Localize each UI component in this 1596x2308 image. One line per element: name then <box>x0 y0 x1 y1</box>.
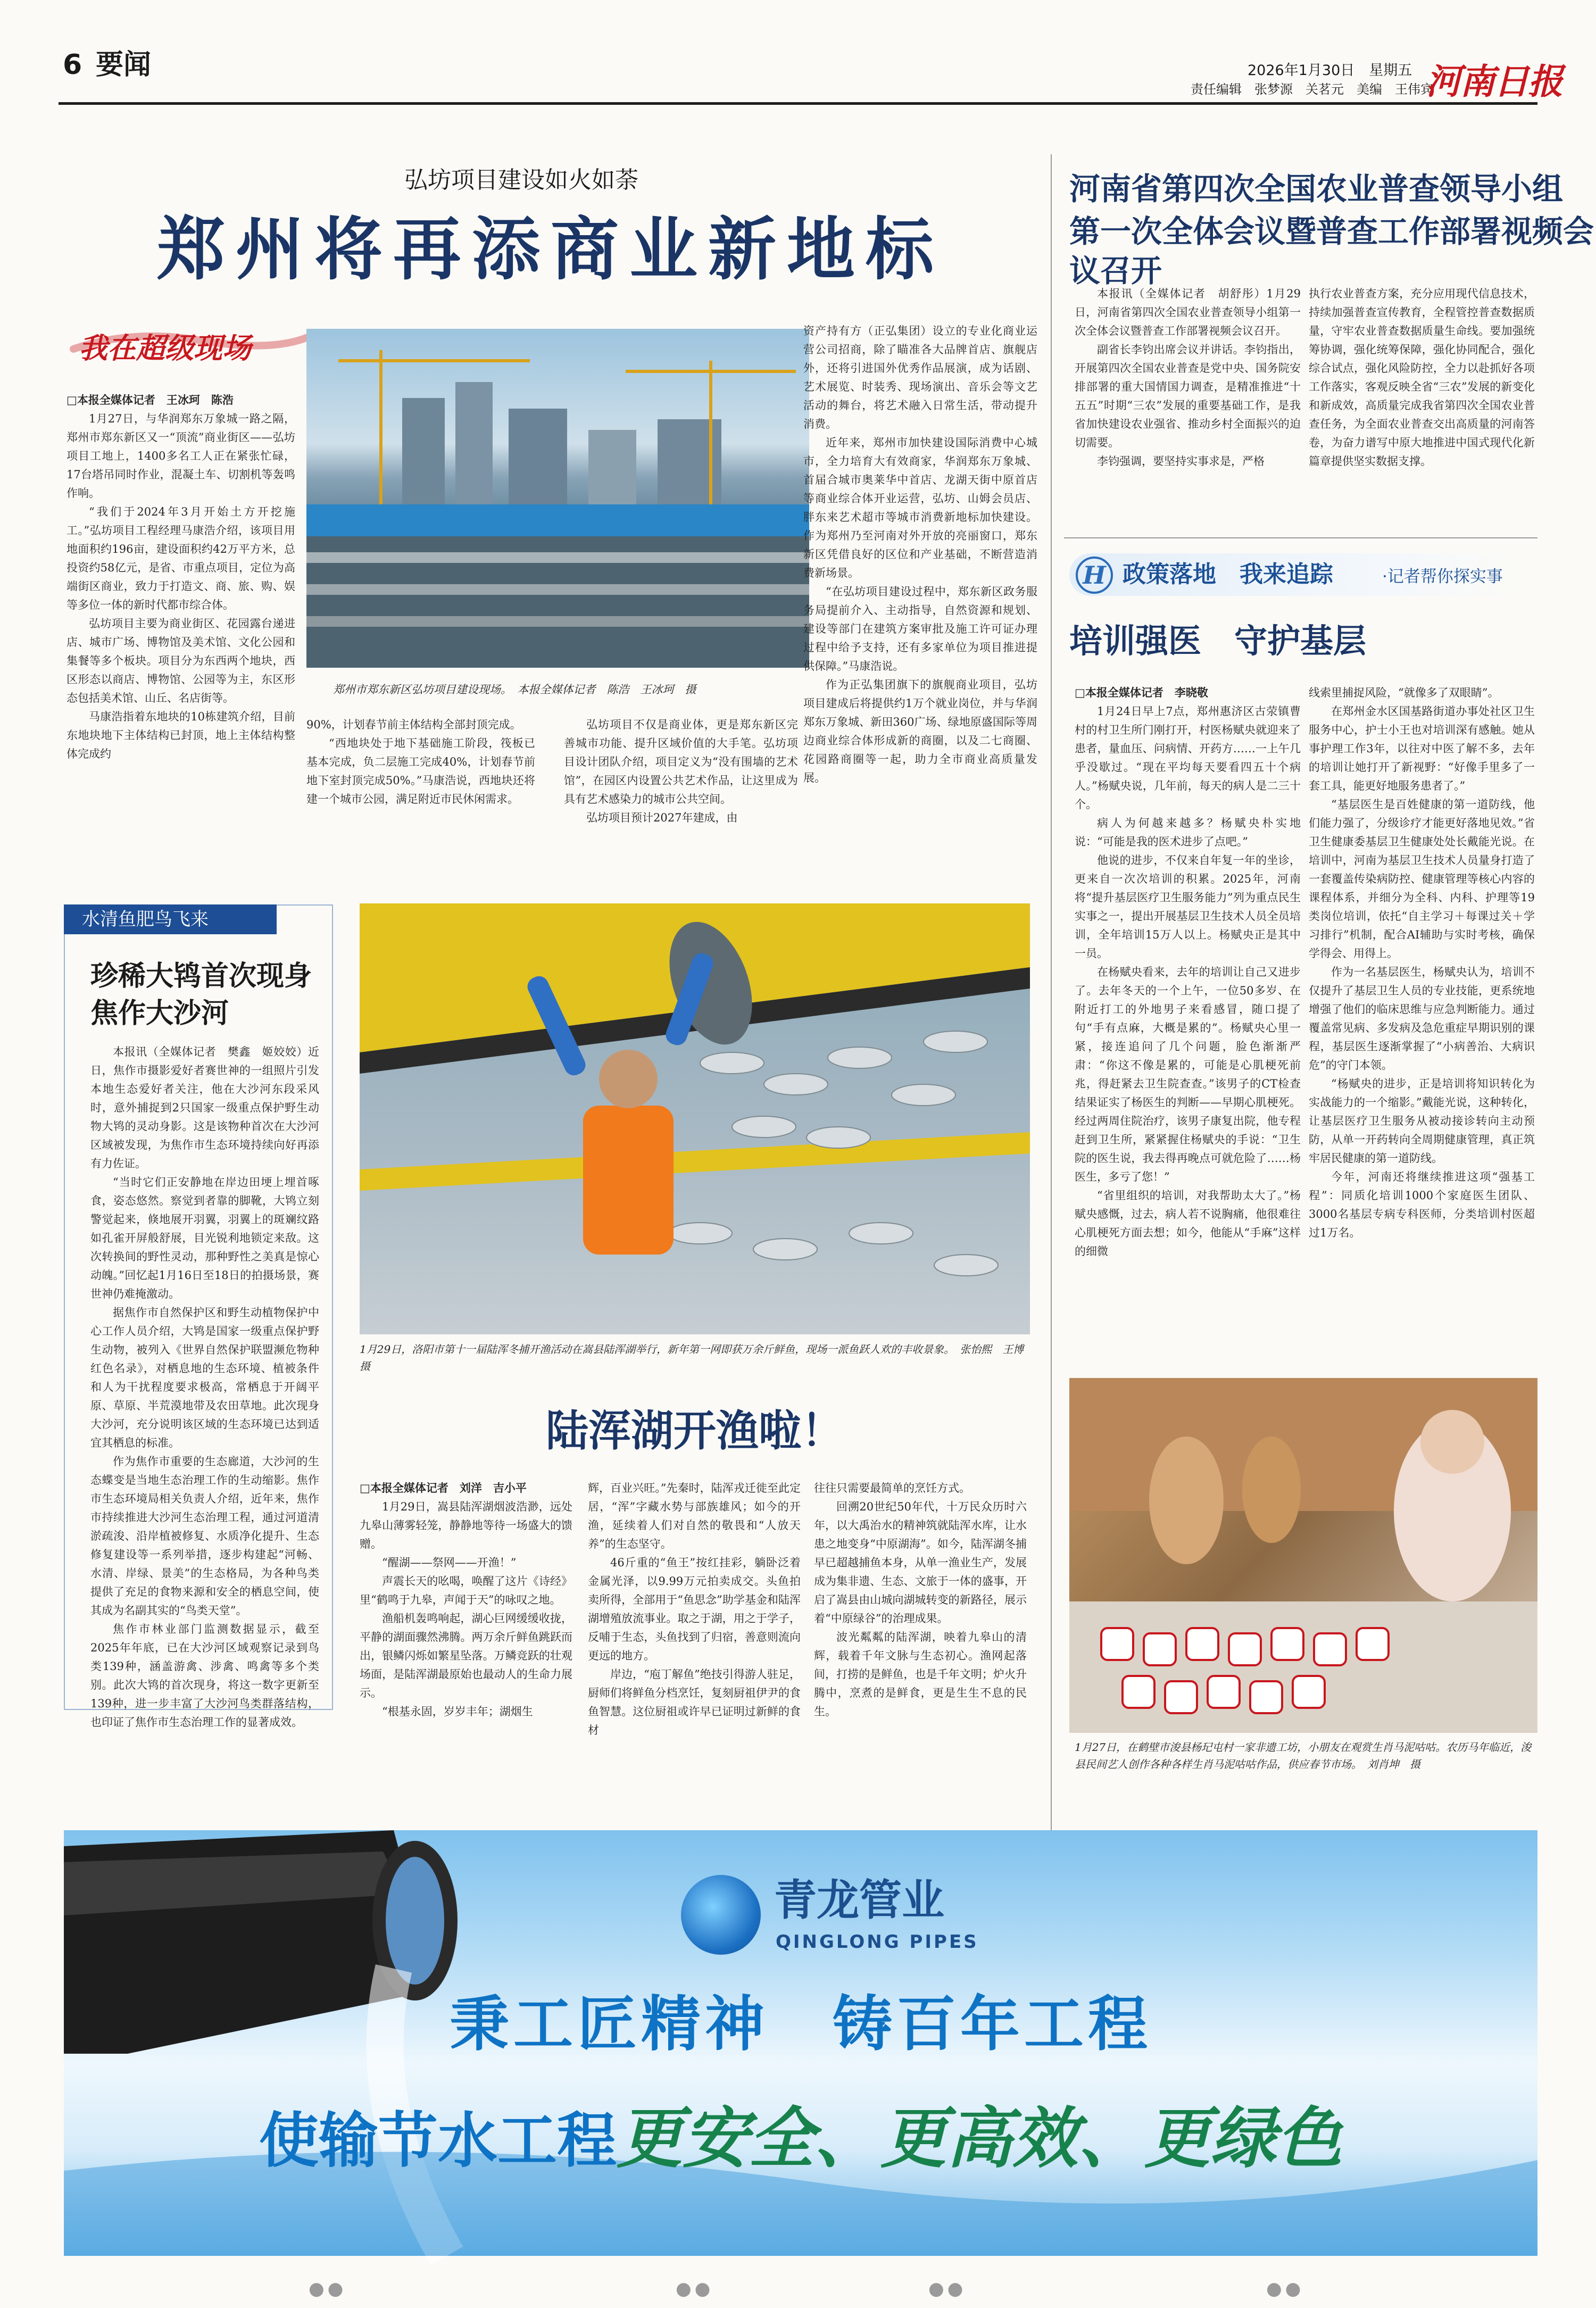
policy-banner <box>1069 553 1527 596</box>
header-rule <box>59 102 1537 105</box>
policy-byline: □本报全媒体记者 李晓敬 <box>1075 686 1208 699</box>
fishing-col3-p2: 回溯20世纪50年代，十万民众历时六年，以大禹治水的精神筑就陆浑水库，让水患之地变身“中原湖海”。如今，陆浑湖冬捕早已超越捕鱼本身，从单一渔业生产，发展成为集非遗、生态、文旅于一体的盛事，开启了嵩县由山城向湖城转变的新路径，展示着“中原绿谷”的治理成果。 <box>814 1500 1027 1625</box>
bird-p4: 作为焦作市重要的生态廊道，大沙河的生态蝶变是当地生态治理工作的生动缩影。焦作市生态环境局相关负责人介绍，近年来，焦作市持续推进大沙河生态治理工程，通过河道清淤疏浚、沿岸植被修复、水质净化提升、生态修复建设等一系列举措，逐步构建起“河畅、水清、岸绿、景美”的生态格局，为各种鸟类提供了充足的食物来源和安全的栖息空间，使其成为名副其实的“鸟类天堂”。 <box>90 1455 319 1617</box>
clay-horse-illustration <box>1069 1378 1537 1733</box>
section-title: 要闻 <box>96 48 152 81</box>
construction-photo <box>306 329 809 668</box>
fishing-col1-p5: “根基永固，岁岁丰年；湖烟生 <box>382 1705 533 1718</box>
bird-story-body <box>90 1043 319 1729</box>
fishing-col3-p1: 往往只需要最简单的烹饪方式。 <box>814 1482 970 1495</box>
lead-column-2 <box>306 716 535 870</box>
clay-horse-photo <box>1069 1378 1537 1733</box>
fishing-col2-p2: 46斤重的“鱼王”按红挂彩，躺卧泛着金属光泽，以9.99万元拍卖成交。头鱼拍卖所得，全部用于“鱼思念”助学基金和陆浑湖增殖放流事业。取之于湖，用之于学子，反哺于生态，头鱼找到了归宿，善意则流向更远的地方。 <box>588 1556 801 1662</box>
page-number: 6 <box>63 49 82 81</box>
agri-column-1 <box>1075 285 1301 535</box>
qinglong-ad <box>64 1830 1537 2256</box>
fishing-col2-p3: 岸边，“庖丁解鱼”绝技引得游人驻足，厨师们将鲜鱼分档烹饪，复刻厨祖伊尹的食鱼智慧。这位厨祖或许早已证明过新鲜的食材 <box>588 1668 801 1737</box>
fishing-column-1 <box>360 1479 572 1718</box>
policy-col1-p2: 病人为何越来越多？杨赋央朴实地说：“可能是我的医术进步了点吧。” <box>1075 817 1301 848</box>
ad-slogan-2-emphasis: 更安全、更高效、更绿色 <box>616 2100 1342 2177</box>
fishing-col1-p1: 1月29日，嵩县陆浑湖烟波浩渺，远处九皋山薄雾轻笼，静静地等待一场盛大的馈赠。 <box>360 1500 572 1550</box>
lead-col3-p2: 弘坊项目预计2027年建成，由 <box>586 811 738 824</box>
issue-date: 2026年1月30日 星期五 <box>1248 62 1412 79</box>
fishing-col1-p3: 声震长天的吆喝，唤醒了这片《诗经》里“鹤鸣于九皋，声闻于天”的咏叹之地。 <box>360 1575 572 1606</box>
lead-col2-p2: “西地块处于地下基础施工阶段，筏板已基本完成，负二层施工完成40%，计划春节前地下室封顶完成50%。”马康浩说，西地块还将建一个城市公园，满足附近市民休闲需求。 <box>306 737 535 806</box>
lead-col4-p3: “在弘坊项目建设过程中，郑东新区政务服务局提前介入、主动指导，自然资源和规划、建设等部门在建筑方案审批及施工许可证办理过程中给予支持，还有多家单位为项目推进提供保障。”马康浩说。 <box>803 585 1037 673</box>
agri-col1-p3: 李钧强调，要坚持实事求是，严格 <box>1097 455 1265 468</box>
agri-col2-p1: 执行农业普查方案，充分应用现代信息技术，持续加强普查宣传教育，全程管控普查数据质量，守牢农业普查数据质量生命线。要加强统筹协调，强化统筹保障，强化协同配合，强化综合试点，强化风险防控，全力以赴抓好各项工作落实，客观反映全省“三农”发展的新变化和新成效，高质量完成我省第四次全国农业普查任务，为全面农业普查交出高质量的河南答卷，为奋力谱写中原大地推进中国式现代化新篇章提供坚实数据支撑。 <box>1309 287 1535 468</box>
policy-col2-p3: “基层医生是百姓健康的第一道防线，他们能力强了，分级诊疗才能更好落地见效。”省卫生健康委基层卫生健康处处长戴能光说。在培训中，河南为基层卫生技术人员量身打造了一套覆盖传染病防控、健康管理等核心内容的课程体系，并细分为全科、内科、护理等19类岗位培训，依托“自主学习＋每课过关＋学习排行”机制，配合AI辅助与实时考核，确保学得会、用得上。 <box>1309 798 1535 960</box>
footer-dots-right: ●● <box>1266 2278 1304 2299</box>
agri-col1-p2: 副省长李钧出席会议并讲话。李钧指出，开展第四次全国农业普查是党中央、国务院安排部署的重大国情国力调查，是精准推进“十五五”时期“三农”发展的重要基础工作，是我省加快建设农业强省、推动乡村全面振兴的迫切需要。 <box>1075 343 1301 449</box>
masthead-logo: 河南日报 <box>1426 61 1562 102</box>
policy-headline: 培训强医 守护基层 <box>1069 621 1367 660</box>
fishing-col1-p2: “醒湖——祭网——开渔！” <box>382 1556 517 1569</box>
policy-col2-p6: 今年，河南还将继续推进这项“强基工程”：同质化培训1000个家庭医生团队、3000名基层专病专科医师，分类培训村医超过1万名。 <box>1309 1170 1535 1239</box>
policy-col1-p4: 在杨赋央看来，去年的培训让自己又进步了。去年冬天的一个上午，一位50多岁、在附近打工的外地男子来看感冒，随口提了句“手有点麻，大概是累的”。杨赋央心里一紧，接连追问了几个问题，脸色渐渐严肃：“你这不像是累的，可能是心肌梗死前兆，得赶紧去卫生院查查。”该男子的CT检查结果证实了杨医生的判断——早期心肌梗死。经过两周住院治疗，该男子康复出院，他专程赶到卫生所，紧紧握住杨赋央的手说：“卫生院的医生说，我去得再晚点可就危险了……杨医生，多亏了您！” <box>1075 966 1301 1183</box>
fishing-col2-p1: 辉，百业兴旺。”先秦时，陆浑戎迁徙至此定居，“浑”字藏水势与部族雄风；如今的开渔，延续着人们对自然的敬畏和“人放天养”的生态坚守。 <box>588 1482 801 1550</box>
bird-section-tag: 水清鱼肥鸟飞来 <box>64 904 277 934</box>
agri-headline-line1: 河南省第四次全国农业普查领导小组 <box>1069 171 1564 207</box>
ad-slogan-2-prefix: 使输节水工程 <box>259 2106 617 2176</box>
ad-brand-en: QINGLONG PIPES <box>776 1931 979 1953</box>
policy-column-1 <box>1075 684 1301 1370</box>
bird-p3: 据焦作市自然保护区和野生动植物保护中心工作人员介绍，大鸨是国家一级重点保护野生动物，被列入《世界自然保护联盟濒危物种红色名录》，对栖息地的生态环境、植被条件和人为干扰程度要求极高，常栖息于开阔平原、草原、半荒漠地带及农田草地。此次现身大沙河，充分说明该区域的生态环境已达到适宜其栖息的标准。 <box>90 1306 319 1449</box>
agri-bottom-rule <box>1064 537 1537 538</box>
fishing-photo-caption: 1月29日，洛阳市第十一届陆浑冬捕开渔活动在嵩县陆浑湖举行，新年第一网即获万余斤鲜鱼，现场一派鱼跃人欢的丰收景象。 张怡熙 王博 摄 <box>360 1343 1035 1373</box>
lead-col1-p1: 1月27日，与华润郑东万象城一路之隔，郑州市郑东新区又一“顶流”商业街区——弘坊项目工地上，1400多名工人正在紧张忙碌，17台塔吊同时作业，混凝土车、切割机等轰鸣作响。 <box>66 412 295 500</box>
qinglong-logo <box>681 1875 761 1955</box>
bird-headline-line2: 焦作大沙河 <box>90 998 229 1030</box>
construction-photo-caption: 郑州市郑东新区弘坊项目建设现场。 本报全媒体记者 陈浩 王冰珂 摄 <box>333 683 696 696</box>
policy-col2-p5: “杨赋央的进步，正是培训将知识转化为实战能力的一个缩影。”戴能光说，这种转化，让基层医疗卫生服务从被动接诊转向主动预防，从单一开药转向全周期健康管理，真正筑牢居民健康的第一道防线。 <box>1309 1077 1535 1165</box>
bird-p1: 本报讯（全媒体记者 樊鑫 姬姣姣）近日，焦作市摄影爱好者赛世神的一组照片引发本地生态爱好者关注，他在大沙河东段采风时，意外捕捉到2只国家一级重点保护野生动物大鸨的灵动身影。这是该物种首次在大沙河区域被发现，为焦作市生态环境持续向好再添有力佐证。 <box>90 1045 319 1170</box>
lead-col1-p4: 马康浩指着东地块的10栋建筑介绍，目前东地块地下主体结构已封顶，地上主体结构整体完成约 <box>66 710 295 760</box>
policy-col1-p1: 1月24日早上7点，郑州惠济区古荥镇曹村的村卫生所门刚打开，村医杨赋央就迎来了患者，量血压、问病情、开药方……一上午几乎没歇过。“现在平均每天要看四五十个病人。”杨赋央说，几年前，每天的病人是二三十个。 <box>1075 705 1301 811</box>
construction-illustration <box>306 329 809 668</box>
fishing-headline: 陆浑湖开渔啦！ <box>546 1406 844 1456</box>
fishing-photo <box>360 903 1030 1334</box>
lead-column-4 <box>803 322 1037 870</box>
clay-horse-caption: 1月27日，在鹤壁市浚县杨玘屯村一家非遗工坊，小朋友在观赏生肖马泥咕咕。农历马年临近，浚县民间艺人创作各种各样生肖马泥咕咕作品，供应春节市场。 刘肖坤 摄 <box>1075 1741 1532 1771</box>
policy-banner-title: 政策落地 我来追踪 <box>1123 561 1333 588</box>
policy-column-2 <box>1309 684 1535 1370</box>
policy-banner-letter: H <box>1076 557 1113 594</box>
fishing-illustration <box>360 903 1030 1334</box>
ad-brand-cn: 青龙管业 <box>774 1875 944 1925</box>
fishing-column-2 <box>588 1479 801 1737</box>
footer-dots-center-right: ●● <box>928 2278 967 2299</box>
lead-column-3 <box>564 716 798 870</box>
fishing-col3-p3: 波光粼粼的陆浑湖，映着九皋山的清辉，载着千年文脉与生态初心。渔网起落间，打捞的是鲜鱼，也是千年文明；炉火升腾中，烹煮的是鲜食，更是生生不息的民生。 <box>814 1631 1027 1718</box>
ad-slogan-1: 秉工匠精神 铸百年工程 <box>450 1990 1152 2059</box>
policy-col2-p2: 在郑州金水区国基路街道办事处社区卫生服务中心，护士小王也对培训深有感触。她从事护理工作3年，以往对中医了解不多，去年的培训让她打开了新视野：“好像手里多了一套工具，能更好地服务患者了。” <box>1309 705 1535 792</box>
agri-headline-line2: 第一次全体会议暨普查工作部署视频会议召开 <box>1069 213 1594 289</box>
lead-col4-p4: 作为正弘集团旗下的旗舰商业项目，弘坊项目建成后将提供约1万个就业岗位，并与华润郑东万象城、新田360广场、绿地原盛国际等周边商业综合体形成新的商圈，以及二七商圈、花园路商圈等一起，助力全市商业高质量发展。 <box>803 678 1037 784</box>
bird-headline-line1: 珍稀大鸨首次现身 <box>90 960 312 992</box>
lead-col2-p1: 90%，计划春节前主体结构全部封顶完成。 <box>306 718 521 731</box>
policy-banner-sub: ·记者帮你探实事 <box>1382 567 1503 586</box>
bird-p5: 焦作市林业部门监测数据显示，截至2025年年底，已在大沙河区域观察记录到鸟类139种，涵盖游禽、涉禽、鸣禽等多个类别。此次大鸨的首次现身，将这一数字更新至139种，进一步丰富了大沙河鸟类群落结构，也印证了焦作市生态治理工作的显著成效。 <box>90 1623 319 1729</box>
super-site-tag <box>68 325 313 365</box>
agri-column-2 <box>1309 285 1535 535</box>
center-vertical-rule <box>1051 154 1052 1830</box>
policy-col1-p3: 他说的进步，不仅来自年复一年的坐诊，更来自一次次培训的积累。2025年，河南将“提升基层医疗卫生服务能力”列为重点民生实事之一，提出开展基层卫生技术人员全员培训，全年培训15万人以上。杨赋央正是其中一员。 <box>1075 854 1301 960</box>
lead-column-1 <box>66 391 295 870</box>
policy-col2-p4: 作为一名基层医生，杨赋央认为，培训不仅提升了基层卫生人员的专业技能，更系统地增强了他们的临床思维与应急判断能力。通过覆盖常见病、多发病及急危重症早期识别的课程，基层医生逐渐掌握了“小病善治、大病识危”的守门本领。 <box>1309 966 1535 1072</box>
fishing-col1-p4: 渔船机轰鸣响起，湖心巨网缓缓收拢，平静的湖面骤然沸腾。两万余斤鲜鱼跳跃而出，银鳞闪烁如繁星坠落。万鳞竞跃的壮观场面，是陆浑湖最原始也最动人的生命力展示。 <box>360 1612 572 1699</box>
lead-col4-p1: 资产持有方（正弘集团）设立的专业化商业运营公司招商，除了瞄准各大品牌首店、旗舰店外，还将引进国外优秀作品展演，成为话剧、艺术展览、时装秀、现场演出、音乐会等文艺活动的舞台，将艺术融入日常生活，带动提升消费。 <box>803 325 1037 430</box>
agri-col1-p1: 本报讯（全媒体记者 胡舒彤）1月29日，河南省第四次全国农业普查领导小组第一次全体会议暨普查工作部署视频会议召开。 <box>1075 287 1301 337</box>
lead-kicker: 弘坊项目建设如火如荼 <box>404 167 638 194</box>
lead-col3-p1: 弘坊项目不仅是商业体，更是郑东新区完善城市功能、提升区域价值的大手笔。弘坊项目设计团队介绍，项目定义为“没有围墙的艺术馆”，在园区内设置公共艺术作品，让这里成为具有艺术感染力的城市公共空间。 <box>564 718 798 806</box>
editors-line: 责任编辑 张梦源 关茗元 美编 王伟宾 <box>1191 82 1433 97</box>
footer-dots-center-left: ●● <box>676 2278 714 2299</box>
policy-col1-p5: “省里组织的培训，对我帮助太大了。”杨赋央感慨，过去，病人若不说胸痛，他很难往心肌梗死方面去想；如今，他能从“手麻”这样的细微 <box>1075 1189 1301 1258</box>
super-site-tag-text: 我在超级现场 <box>79 331 251 365</box>
lead-col1-p3: 弘坊项目主要为商业街区、花园露台递进店、城市广场、博物馆及美术馆、文化公园和集餐等多个板块。项目分为东西两个地块，西区形态以商店、博物馆、公园等为主，东区形态包括美术馆、山丘、名店街等。 <box>66 617 295 704</box>
footer-dots-left: ●● <box>309 2278 347 2299</box>
ad-slogan-2 <box>64 2102 1537 2196</box>
lead-byline: □本报全媒体记者 王冰珂 陈浩 <box>66 394 234 406</box>
lead-col1-p2: “我们于2024年3月开始土方开挖施工。”弘坊项目工程经理马康浩介绍，该项目用地面积约196亩，建设面积约42万平方米，总投资约58亿元，是省、市重点项目，定位为高端街区商业，致力于打造文、商、旅、购、娱等多位一体的新时代都市综合体。 <box>66 505 295 611</box>
bird-p2: “当时它们正安静地在岸边田埂上埋首啄食，姿态悠然。察觉到者靠的脚靴，大鸨立刻警觉起来，倏地展开羽翼，羽翼上的斑斓纹路如孔雀开屏般舒展，目光锐利地锁定来敌。这次转换间的野性灵动，那种野性之美真是惊心动魄。”回忆起1月16日至18日的拍摄场景，赛世神仍难掩激动。 <box>90 1176 319 1300</box>
lead-headline: 郑州将再添商业新地标 <box>156 210 944 289</box>
fishing-column-3 <box>814 1479 1027 1718</box>
policy-col2-p1: 线索里捕捉风险，“就像多了双眼睛”。 <box>1309 686 1499 699</box>
fishing-byline: □本报全媒体记者 刘洋 吉小平 <box>360 1482 527 1495</box>
lead-col4-p2: 近年来，郑州市加快建设国际消费中心城市，全力培育大有效商家，华润郑东万象城、首届合城市奥莱华中首店、龙湖天街中原首店等商业综合体开业运营，弘坊、山姆会员店、胖东来艺术超市等城市消费新地标加快建设。作为郑州乃至河南对外开放的亮丽窗口，郑东新区凭借良好的区位和产业基础，不断营造消费新场景。 <box>803 436 1037 579</box>
